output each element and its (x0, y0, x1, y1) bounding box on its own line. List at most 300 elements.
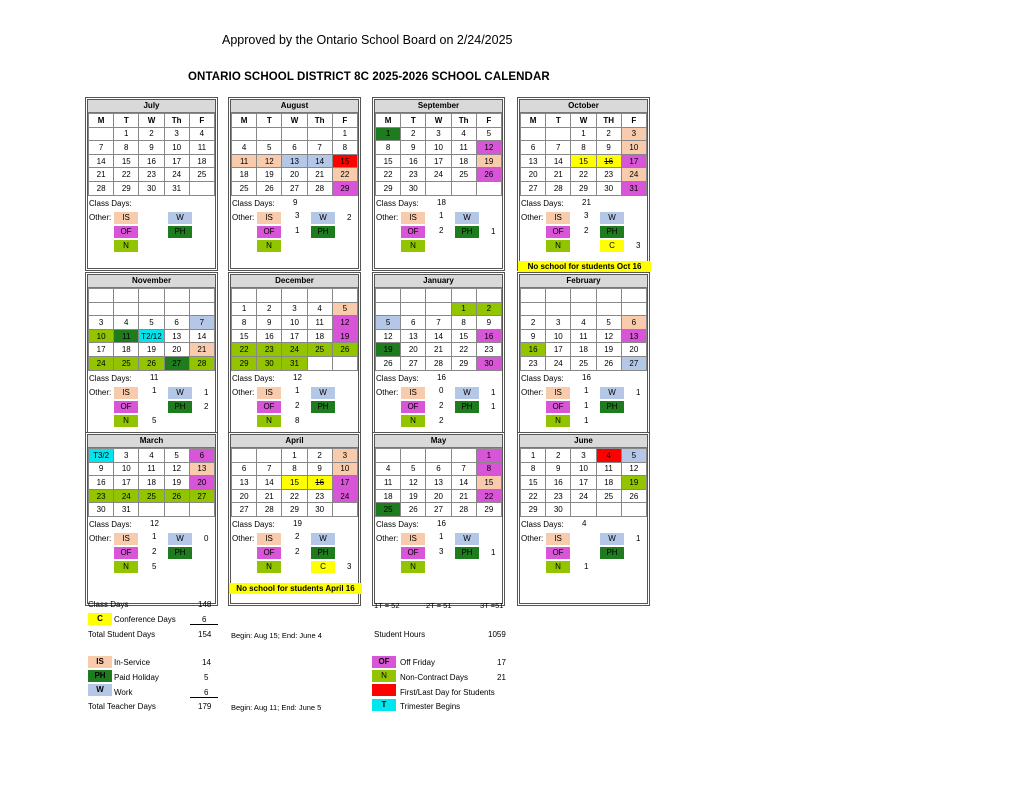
day-cell: 12 (621, 462, 646, 476)
n-count: 1 (584, 415, 589, 425)
swatch-n: N (257, 240, 281, 252)
day-cell (376, 302, 401, 316)
day-cell: 21 (426, 343, 451, 357)
month-stats (375, 517, 502, 573)
legend-swatch-is: IS (88, 656, 112, 668)
swatch-is: IS (401, 212, 425, 224)
month-table (520, 113, 647, 196)
day-cell: 31 (164, 181, 189, 195)
legend-swatch-ph: PH (88, 670, 112, 682)
swatch-n: N (114, 561, 138, 573)
blank-cell (521, 289, 546, 303)
day-cell: 30 (139, 181, 164, 195)
day-cell: 26 (164, 489, 189, 503)
day-cell: 20 (401, 343, 426, 357)
day-cell: 19 (332, 329, 357, 343)
day-cell: 8 (232, 316, 257, 330)
swatch-ph: PH (311, 401, 335, 413)
day-cell: 8 (376, 141, 401, 155)
month-stats (88, 196, 215, 252)
swatch-ph: PH (168, 401, 192, 413)
day-cell: 16 (401, 154, 426, 168)
month-table (375, 288, 502, 371)
other-label: Other: (232, 212, 255, 222)
swatch-is: IS (114, 387, 138, 399)
approval-note: Approved by the Ontario School Board on 2/24/2025 (222, 33, 513, 47)
day-cell: 15 (376, 154, 401, 168)
day-cell: 18 (596, 476, 621, 490)
day-cell: 4 (571, 316, 596, 330)
day-cell: 1 (476, 449, 501, 463)
class-days-value: 12 (150, 518, 159, 528)
day-cell: 14 (307, 154, 332, 168)
day-cell: 20 (232, 489, 257, 503)
day-cell: 25 (451, 168, 476, 182)
day-cell: 16 (89, 476, 114, 490)
swatch-is: IS (546, 212, 570, 224)
day-cell: 20 (189, 476, 214, 490)
other-label: Other: (232, 387, 255, 397)
day-cell: 13 (401, 329, 426, 343)
ph-count: 1 (491, 401, 496, 411)
swatch-is: IS (401, 533, 425, 545)
weekday-header: W (571, 114, 596, 128)
day-cell: 7 (89, 141, 114, 155)
other-label: Other: (89, 387, 112, 397)
legend-swatch-t: T (372, 699, 396, 711)
swatch-is: IS (546, 387, 570, 399)
month-stats (88, 371, 215, 427)
is-count: 1 (584, 385, 589, 395)
day-cell: 24 (546, 356, 571, 370)
class-days-value: 9 (293, 197, 298, 207)
day-cell: 11 (189, 141, 214, 155)
day-cell: 19 (621, 476, 646, 490)
blank-cell (232, 289, 257, 303)
underline (190, 697, 218, 698)
day-cell: 8 (571, 141, 596, 155)
day-cell: 9 (307, 462, 332, 476)
swatch-is: IS (546, 533, 570, 545)
is-count: 0 (439, 385, 444, 395)
day-cell: 21 (257, 489, 282, 503)
summary-inservice-label: In-Service (114, 658, 151, 667)
month-stats (231, 517, 358, 573)
day-cell: 3 (621, 127, 646, 141)
day-cell: 10 (164, 141, 189, 155)
day-cell: 21 (189, 343, 214, 357)
day-cell: 16 (476, 329, 501, 343)
day-cell: 11 (114, 329, 139, 343)
day-cell: 16 (307, 476, 332, 490)
swatch-of: OF (114, 401, 138, 413)
swatch-w: W (311, 387, 335, 399)
day-cell: 28 (89, 181, 114, 195)
swatch-of: OF (114, 226, 138, 238)
day-cell: 16 (521, 343, 546, 357)
day-cell (546, 302, 571, 316)
banner-apr: No school for students April 16 (229, 583, 362, 594)
day-cell (571, 503, 596, 517)
day-cell: 11 (451, 141, 476, 155)
day-cell: 26 (621, 489, 646, 503)
day-cell: 9 (139, 141, 164, 155)
summary-conference-label: Conference Days (114, 615, 176, 624)
swatch-w: W (455, 533, 479, 545)
banner-oct: No school for students Oct 16 (518, 261, 651, 272)
swatch-ph: PH (600, 226, 624, 238)
day-cell (164, 302, 189, 316)
class-days-label: Class Days: (376, 373, 419, 383)
day-cell: 16 (596, 154, 621, 168)
day-cell: 26 (401, 503, 426, 517)
swatch-ph: PH (455, 226, 479, 238)
swatch-is: IS (257, 533, 281, 545)
day-cell: 30 (546, 503, 571, 517)
swatch-c: C (311, 561, 335, 573)
day-cell: 13 (521, 154, 546, 168)
summary-paid-holiday-value: 5 (204, 673, 209, 682)
weekday-header: Th (307, 114, 332, 128)
weekday-header: F (332, 114, 357, 128)
swatch-ph: PH (311, 226, 335, 238)
day-cell (426, 449, 451, 463)
day-cell: 22 (232, 343, 257, 357)
day-cell: 23 (546, 489, 571, 503)
day-cell: 25 (376, 503, 401, 517)
day-cell: 6 (282, 141, 307, 155)
month-name: September (375, 100, 502, 113)
day-cell: 30 (89, 503, 114, 517)
class-days-value: 18 (437, 197, 446, 207)
underline (190, 624, 218, 625)
month-stats (375, 371, 502, 427)
legend-swatch-c: C (88, 613, 112, 625)
is-count: 2 (295, 531, 300, 541)
day-cell: 22 (114, 168, 139, 182)
day-cell: 2 (476, 302, 501, 316)
day-cell: 3 (332, 449, 357, 463)
trimester-3-days: 3T =51 (480, 601, 504, 610)
day-cell: 10 (571, 462, 596, 476)
month-stats (88, 517, 215, 573)
of-count: 2 (152, 546, 157, 556)
class-days-label: Class Days: (521, 198, 564, 208)
day-cell: 6 (621, 316, 646, 330)
class-days-value: 11 (150, 372, 159, 382)
day-cell (139, 503, 164, 517)
student-hours-label: Student Hours (374, 630, 426, 639)
month-november (85, 272, 218, 446)
day-cell: 23 (257, 343, 282, 357)
day-cell: 9 (257, 316, 282, 330)
n-count: 5 (152, 561, 157, 571)
day-cell (546, 127, 571, 141)
day-cell (139, 302, 164, 316)
swatch-of: OF (401, 226, 425, 238)
weekday-header: M (89, 114, 114, 128)
month-stats (520, 196, 647, 252)
swatch-of: OF (546, 547, 570, 559)
swatch-is: IS (114, 533, 138, 545)
swatch-of: OF (401, 401, 425, 413)
blank-cell (451, 289, 476, 303)
day-cell: 22 (376, 168, 401, 182)
student-hours-value: 1059 (488, 630, 506, 639)
day-cell: 5 (401, 462, 426, 476)
c-count: 3 (636, 240, 641, 250)
weekday-header: T (546, 114, 571, 128)
summary-work-label: Work (114, 688, 133, 697)
other-label: Other: (376, 387, 399, 397)
day-cell (621, 302, 646, 316)
day-cell: 25 (114, 356, 139, 370)
trimester-1-days: 1T = 52 (374, 601, 400, 610)
day-cell: 7 (307, 141, 332, 155)
day-cell: 19 (376, 343, 401, 357)
day-cell: 18 (307, 329, 332, 343)
ph-count: 1 (491, 226, 496, 236)
swatch-of: OF (257, 401, 281, 413)
day-cell: 27 (621, 356, 646, 370)
weekday-header: T (401, 114, 426, 128)
day-cell (426, 302, 451, 316)
n-count: 2 (439, 415, 444, 425)
other-label: Other: (521, 212, 544, 222)
weekday-header: T (114, 114, 139, 128)
month-stats (520, 517, 647, 573)
day-cell: 18 (114, 343, 139, 357)
day-cell (521, 127, 546, 141)
summary-begin-teachers: Begin: Aug 11; End: June 5 (231, 703, 322, 712)
day-cell: 29 (521, 503, 546, 517)
is-count: 3 (295, 210, 300, 220)
day-cell: 11 (596, 462, 621, 476)
w-count: 1 (204, 387, 209, 397)
blank-cell (257, 289, 282, 303)
day-cell: 2 (546, 449, 571, 463)
swatch-ph: PH (311, 547, 335, 559)
day-cell: 12 (257, 154, 282, 168)
day-cell: 26 (376, 356, 401, 370)
day-cell: 19 (596, 343, 621, 357)
day-cell: 10 (89, 329, 114, 343)
day-cell: 4 (596, 449, 621, 463)
day-cell: 25 (139, 489, 164, 503)
month-august (228, 97, 361, 271)
day-cell: 3 (426, 127, 451, 141)
day-cell: 25 (596, 489, 621, 503)
blank-cell (89, 289, 114, 303)
swatch-n: N (257, 415, 281, 427)
blank-cell (476, 289, 501, 303)
other-label: Other: (89, 212, 112, 222)
day-cell: 8 (521, 462, 546, 476)
day-cell: 14 (546, 154, 571, 168)
day-cell (451, 181, 476, 195)
weekday-header: Th (451, 114, 476, 128)
day-cell: 24 (621, 168, 646, 182)
summary-inservice-value: 14 (202, 658, 211, 667)
day-cell (307, 127, 332, 141)
summary-begin-students: Begin: Aug 15; End: June 4 (231, 631, 322, 640)
blank-cell (376, 289, 401, 303)
day-cell (332, 503, 357, 517)
day-cell: 29 (282, 503, 307, 517)
day-cell (164, 503, 189, 517)
day-cell: 29 (114, 181, 139, 195)
w-count: 1 (491, 387, 496, 397)
page-title: ONTARIO SCHOOL DISTRICT 8C 2025-2026 SCHOOL CALENDAR (188, 71, 550, 83)
day-cell (257, 449, 282, 463)
swatch-is: IS (401, 387, 425, 399)
day-cell: 27 (189, 489, 214, 503)
day-cell: 10 (426, 141, 451, 155)
swatch-n: N (401, 240, 425, 252)
day-cell (307, 356, 332, 370)
other-label: Other: (376, 212, 399, 222)
month-april (228, 432, 361, 606)
day-cell: 1 (332, 127, 357, 141)
day-cell: 19 (164, 476, 189, 490)
day-cell: 15 (476, 476, 501, 490)
swatch-w: W (311, 212, 335, 224)
day-cell: 5 (257, 141, 282, 155)
month-table (520, 448, 647, 517)
day-cell: 17 (571, 476, 596, 490)
weekday-header: W (282, 114, 307, 128)
swatch-ph: PH (455, 547, 479, 559)
day-cell: 22 (282, 489, 307, 503)
day-cell (596, 503, 621, 517)
day-cell: 21 (89, 168, 114, 182)
swatch-of: OF (401, 547, 425, 559)
day-cell: 15 (571, 154, 596, 168)
month-name: February (520, 275, 647, 288)
month-name: August (231, 100, 358, 113)
day-cell: 6 (164, 316, 189, 330)
day-cell (401, 302, 426, 316)
day-cell: 24 (164, 168, 189, 182)
day-cell: 22 (332, 168, 357, 182)
is-count: 3 (584, 210, 589, 220)
swatch-ph: PH (600, 547, 624, 559)
day-cell: 12 (596, 329, 621, 343)
day-cell: 18 (571, 343, 596, 357)
day-cell: 1 (451, 302, 476, 316)
day-cell: 28 (546, 181, 571, 195)
day-cell: 26 (332, 343, 357, 357)
class-days-value: 16 (582, 372, 591, 382)
day-cell: 17 (332, 476, 357, 490)
day-cell: 12 (401, 476, 426, 490)
other-label: Other: (521, 387, 544, 397)
summary-conference-value: 6 (202, 615, 207, 624)
day-cell: 9 (401, 141, 426, 155)
day-cell: 30 (476, 356, 501, 370)
of-count: 2 (295, 400, 300, 410)
blank-cell (426, 289, 451, 303)
day-cell: 2 (257, 302, 282, 316)
day-cell: 24 (89, 356, 114, 370)
swatch-n: N (114, 415, 138, 427)
of-count: 2 (439, 400, 444, 410)
day-cell: 15 (114, 154, 139, 168)
blank-cell (571, 289, 596, 303)
day-cell: 23 (401, 168, 426, 182)
day-cell (189, 181, 214, 195)
day-cell: 27 (164, 356, 189, 370)
blank-cell (307, 289, 332, 303)
swatch-w: W (455, 387, 479, 399)
day-cell: 1 (521, 449, 546, 463)
class-days-value: 16 (437, 372, 446, 382)
day-cell (596, 302, 621, 316)
day-cell: 10 (621, 141, 646, 155)
swatch-ph: PH (168, 547, 192, 559)
swatch-is: IS (257, 212, 281, 224)
month-october (517, 97, 650, 271)
day-cell: 29 (332, 181, 357, 195)
class-days-label: Class Days: (89, 519, 132, 529)
day-cell: 5 (139, 316, 164, 330)
day-cell: 6 (232, 462, 257, 476)
day-cell: 29 (571, 181, 596, 195)
day-cell: 14 (189, 329, 214, 343)
day-cell: 31 (282, 356, 307, 370)
month-table (375, 113, 502, 196)
class-days-label: Class Days: (376, 519, 419, 529)
day-cell: 27 (282, 181, 307, 195)
day-cell: 5 (621, 449, 646, 463)
other-label: Other: (89, 533, 112, 543)
day-cell: 27 (232, 503, 257, 517)
swatch-of: OF (546, 226, 570, 238)
blank-cell (114, 289, 139, 303)
summary-total-teacher-label: Total Teacher Days (88, 702, 156, 711)
day-cell (521, 302, 546, 316)
day-cell: 1 (114, 127, 139, 141)
class-days-value: 21 (582, 197, 591, 207)
day-cell: 14 (426, 329, 451, 343)
day-cell: 26 (596, 356, 621, 370)
day-cell: 13 (189, 462, 214, 476)
day-cell: 15 (521, 476, 546, 490)
day-cell: 25 (307, 343, 332, 357)
day-cell: 15 (451, 329, 476, 343)
day-cell: T2/12 (139, 329, 164, 343)
class-days-value: 19 (293, 518, 302, 528)
day-cell: 22 (451, 343, 476, 357)
month-march (85, 432, 218, 606)
of-count: 1 (584, 400, 589, 410)
day-cell (232, 449, 257, 463)
day-cell: 28 (426, 356, 451, 370)
day-cell: 4 (451, 127, 476, 141)
day-cell: 6 (521, 141, 546, 155)
month-stats (375, 196, 502, 252)
w-count: 0 (204, 533, 209, 543)
day-cell: 23 (476, 343, 501, 357)
day-cell (332, 356, 357, 370)
day-cell: 18 (451, 154, 476, 168)
blank-cell (164, 289, 189, 303)
day-cell: 14 (451, 476, 476, 490)
day-cell: 20 (521, 168, 546, 182)
day-cell: 23 (89, 489, 114, 503)
day-cell: 24 (571, 489, 596, 503)
blank-cell (546, 289, 571, 303)
